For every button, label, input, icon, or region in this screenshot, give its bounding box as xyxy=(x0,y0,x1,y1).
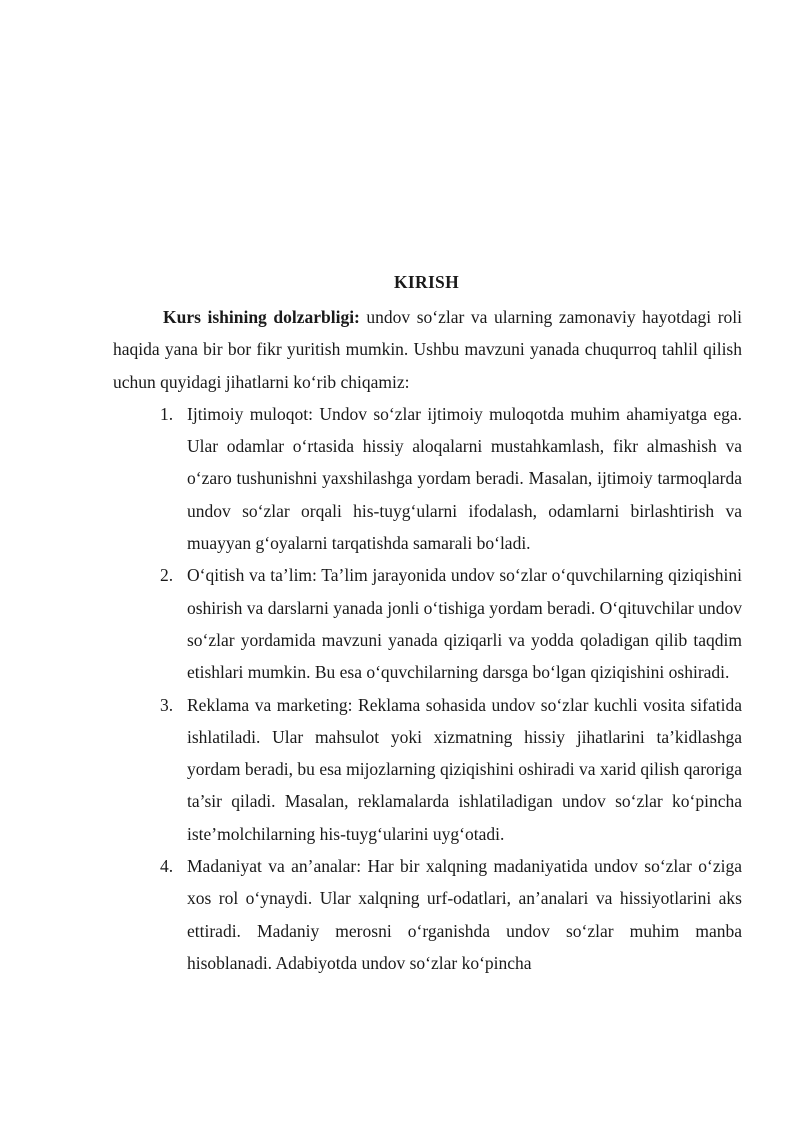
list-item-number: 3. xyxy=(160,694,174,715)
intro-bold-lead: Kurs ishining dolzarbligi: xyxy=(163,307,360,327)
numbered-list xyxy=(113,398,742,979)
list-item-number: 2. xyxy=(160,565,174,586)
list-item xyxy=(160,559,743,688)
intro-paragraph xyxy=(113,301,742,398)
list-item-text: Ijtimoiy muloqot: Undov so‘zlar ijtimoiy muloqotda muhim ahamiyatga ega. Ular odamlar o‘rtasida hissiy aloqalarni mustahkamlash, fikr almashish va o‘zaro tushunishni yaxshilashga yordam beradi. Masalan, ijtimoiy tarmoqlarda undov so‘zlar orqali his-tuyg‘ularni ifodalash, odamlarni birlashtirish va muayyan g‘oyalarni tarqatishda samarali bo‘ladi. xyxy=(187,403,742,554)
list-item-text: O‘qitish va ta’lim: Ta’lim jarayonida undov so‘zlar o‘quvchilarning qiziqishini oshirish va darslarni yanada jonli o‘tishiga yordam beradi. O‘qituvchilar undov so‘zlar yordamida mavzuni yanada qiziqarli va yodda qoladigan qilib taqdim etishlari mumkin. Bu esa o‘quvchilarning darsga bo‘lgan qiziqishini oshiradi. xyxy=(187,565,743,683)
list-item xyxy=(160,398,742,559)
list-item-number: 4. xyxy=(160,856,174,877)
list-item-text: Madaniyat va an’analar: Har bir xalqning madaniyatida undov so‘zlar o‘ziga xos rol o‘ynaydi. Ular xalqning urf-odatlari, an’analari va hissiyotlarini aks ettiradi. Madaniy merosni o‘rganishda undov so‘zlar muhim manba hisoblanadi. Adabiyotda undov so‘zlar ko‘pincha xyxy=(187,856,742,973)
body-text xyxy=(113,301,742,979)
page-heading: KIRISH xyxy=(393,272,459,292)
list-item xyxy=(160,850,742,979)
list-item-text: Reklama va marketing: Reklama sohasida undov so‘zlar kuchli vosita sifatida ishlatiladi. Ular mahsulot yoki xizmatning hissiy jihatlarini ta’kidlashga yordam beradi, bu esa mijozlarning qiziqishini oshiradi va xarid qilish qaroriga ta’sir qiladi. Masalan, reklamalarda ishlatiladigan undov so‘zlar ko‘pincha iste’molchilarning his-tuyg‘ularini uyg‘otadi. xyxy=(187,694,742,844)
intro-text: undov so‘zlar va ularning zamonaviy hayotdagi roli haqida yana bir bor fikr yuritish mumkin. Ushbu mavzuni yanada chuqurroq tahlil qilish uchun quyidagi jihatlarni ko‘rib chiqamiz: xyxy=(113,307,742,392)
list-item xyxy=(160,689,742,850)
list-item-number: 1. xyxy=(160,403,174,424)
